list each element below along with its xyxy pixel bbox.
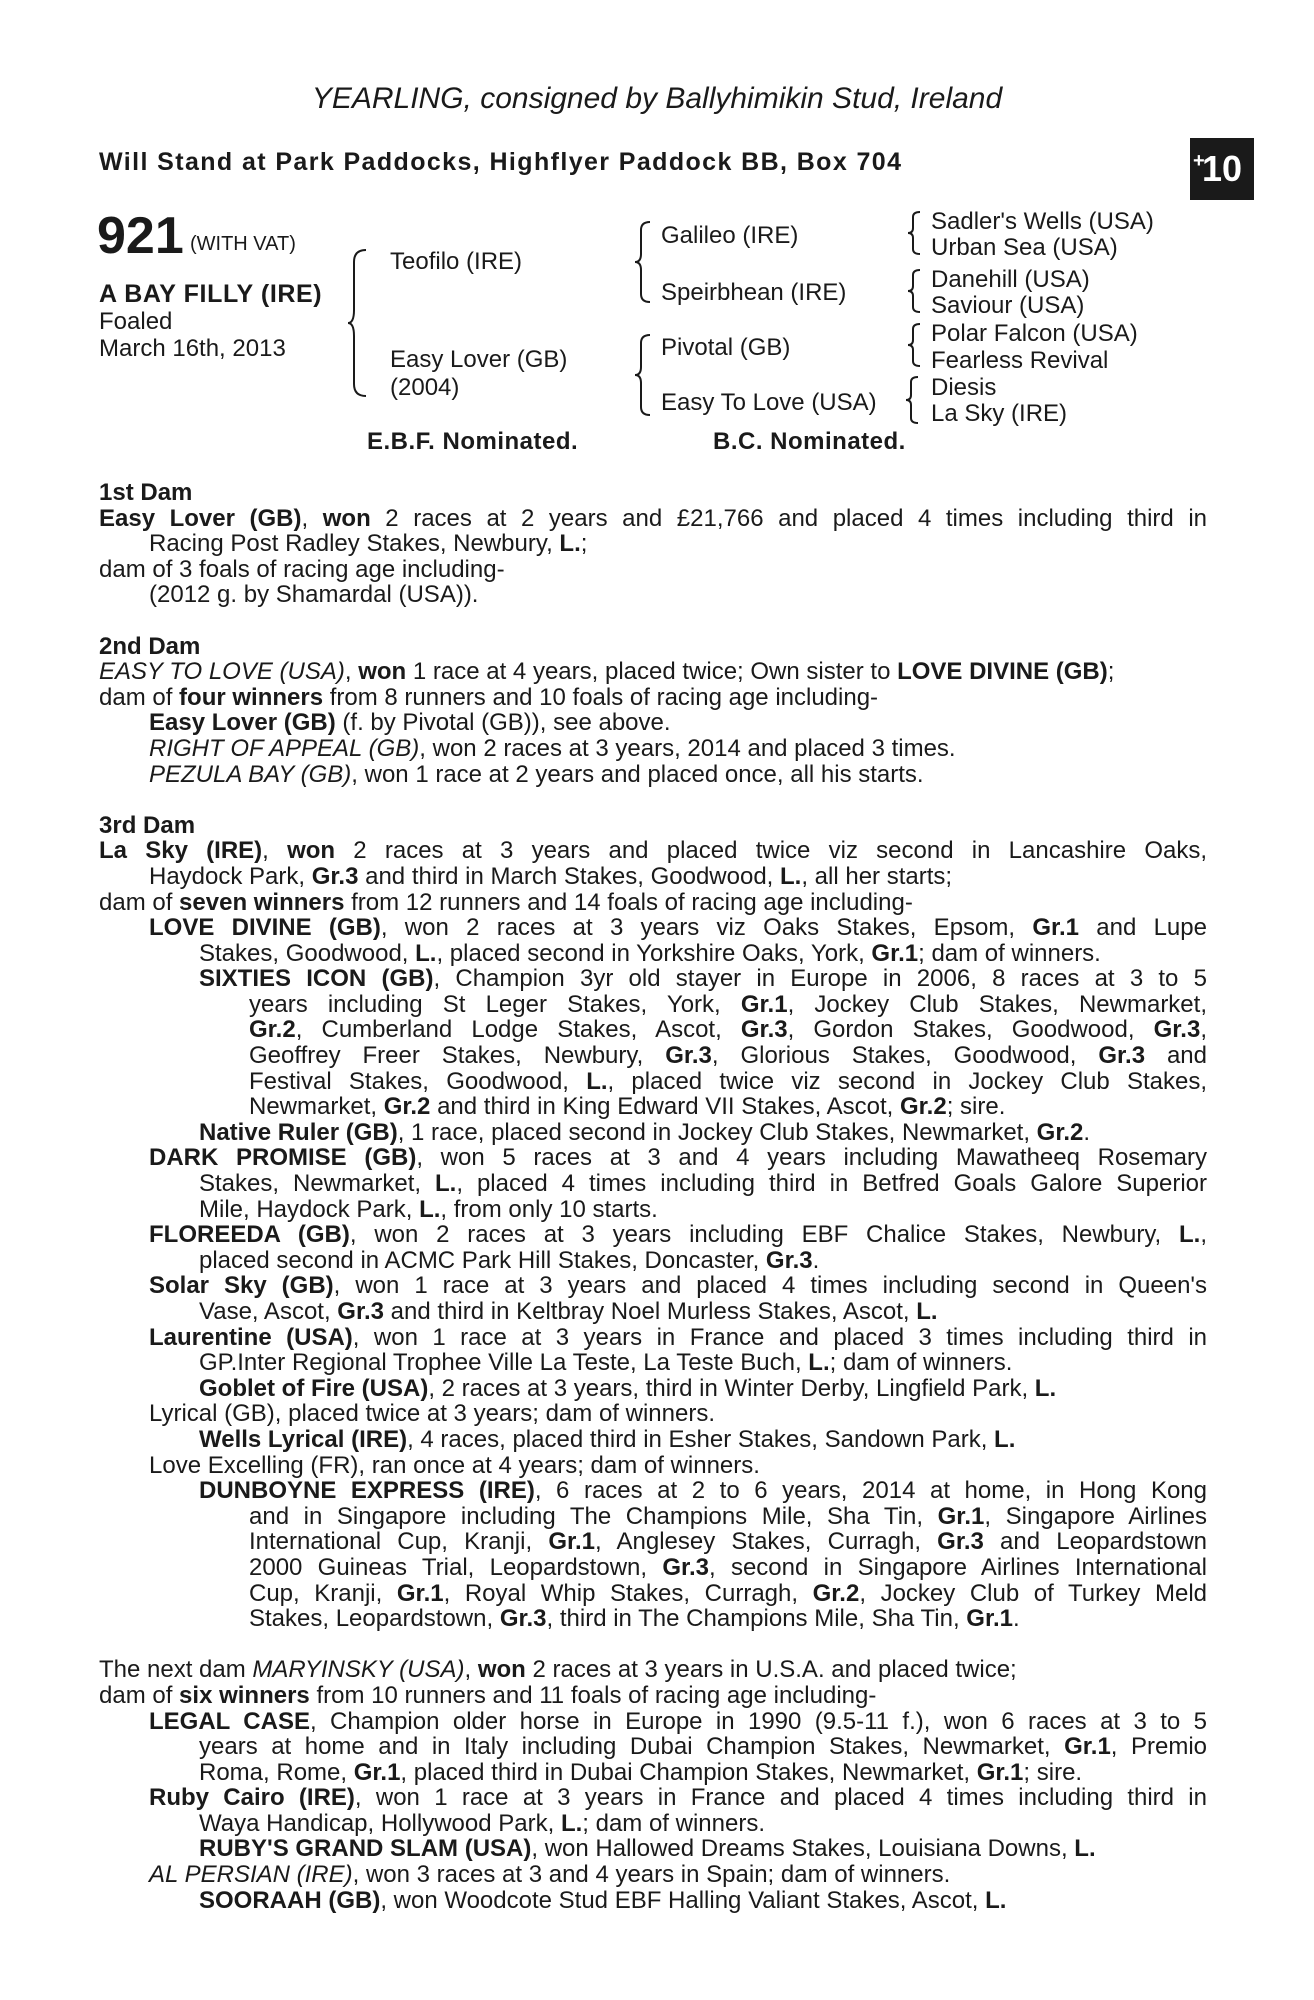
foaled-info <box>99 308 286 362</box>
progeny-line: Solar Sky (GB), won 1 race at 3 years and placed 4 times including second in Queen's <box>149 1272 1208 1300</box>
progeny-line: Geoffrey Freer Stakes, Newbury, Gr.3, Glorious Stakes, Goodwood, Gr.3 and <box>249 1042 1207 1070</box>
first-dam-line: dam of 3 foals of racing age including- <box>99 555 505 583</box>
pedigree-ggp-1: Sadler's Wells (USA) <box>931 208 1154 235</box>
pedigree-dam-year: (2004) <box>390 374 460 401</box>
progeny-line: Love Excelling (FR), ran once at 4 years; dam of winners. <box>149 1451 760 1479</box>
horse-name: A BAY FILLY (IRE) <box>99 280 323 308</box>
pedigree-dam-dam: Easy To Love (USA) <box>661 389 877 416</box>
progeny-line: Wells Lyrical (IRE), 4 races, placed third in Esher Stakes, Sandown Park, L. <box>199 1425 1016 1453</box>
pedigree-ggp-5: Polar Falcon (USA) <box>931 320 1138 347</box>
pedigree-ggp-2: Urban Sea (USA) <box>931 234 1118 261</box>
stabling-location: Will Stand at Park Paddocks, Highflyer Paddock BB, Box 704 <box>99 148 903 176</box>
third-dam-line: Haydock Park, Gr.3 and third in March Stakes, Goodwood, L., all her starts; <box>149 862 953 890</box>
pedigree-brace-main <box>348 248 370 398</box>
progeny-line: years including St Leger Stakes, York, Gr.1, Jockey Club Stakes, Newmarket, <box>249 990 1207 1018</box>
progeny-line: International Cup, Kranji, Gr.1, Anglesey Stakes, Curragh, Gr.3 and Leopardstown <box>249 1528 1207 1556</box>
progeny-line: DUNBOYNE EXPRESS (IRE), 6 races at 2 to 6 years, 2014 at home, in Hong Kong <box>199 1477 1207 1505</box>
progeny-line: placed second in ACMC Park Hill Stakes, Doncaster, Gr.3. <box>199 1246 820 1274</box>
pedigree-dam: Easy Lover (GB) <box>390 346 568 373</box>
progeny-line: AL PERSIAN (IRE), won 3 races at 3 and 4 years in Spain; dam of winners. <box>149 1861 951 1889</box>
next-dam-line: The next dam MARYINSKY (USA), won 2 races at 3 years in U.S.A. and placed twice; <box>99 1656 1017 1684</box>
ebf-nominated: E.B.F. Nominated. <box>367 428 579 455</box>
progeny-line: Goblet of Fire (USA), 2 races at 3 years, third in Winter Derby, Lingfield Park, L. <box>199 1374 1057 1402</box>
progeny-line: Gr.2, Cumberland Lodge Stakes, Ascot, Gr.3, Gordon Stakes, Goodwood, Gr.3, <box>249 1016 1207 1044</box>
pedigree-sire-dam: Speirbhean (IRE) <box>661 279 847 306</box>
pedigree-brace-dam <box>635 333 653 417</box>
progeny-line: RUBY'S GRAND SLAM (USA), won Hallowed Dreams Stakes, Louisiana Downs, L. <box>199 1835 1096 1863</box>
progeny-line: Festival Stakes, Goodwood, L., placed twice viz second in Jockey Club Stakes, <box>249 1067 1207 1095</box>
badge-plus: + <box>1193 150 1205 172</box>
progeny-line: 2000 Guineas Trial, Leopardstown, Gr.3, second in Singapore Airlines International <box>249 1553 1207 1581</box>
pedigree-brace-ggp4 <box>906 375 920 425</box>
pedigree-notes <box>99 480 1207 1913</box>
progeny-line: Newmarket, Gr.2 and third in King Edward VII Stakes, Ascot, Gr.2; sire. <box>249 1093 1006 1121</box>
foaled-label: Foaled <box>99 308 173 335</box>
progeny-line: Native Ruler (GB), 1 race, placed second in Jockey Club Stakes, Newmarket, Gr.2. <box>199 1118 1091 1146</box>
progeny-line: SIXTIES ICON (GB), Champion 3yr old stayer in Europe in 2006, 8 races at 3 to 5 <box>199 965 1207 993</box>
pedigree-sire: Teofilo (IRE) <box>390 248 523 275</box>
second-dam-line: EASY TO LOVE (USA), won 1 race at 4 years, placed twice; Own sister to LOVE DIVINE (GB); <box>99 658 1115 686</box>
third-dam-line: dam of seven winners from 12 runners and 14 foals of racing age including- <box>99 888 913 916</box>
pedigree-ggp-8: La Sky (IRE) <box>931 400 1068 427</box>
lot-number: 921 <box>97 207 184 265</box>
progeny-line: Lyrical (GB), placed twice at 3 years; dam of winners. <box>149 1400 715 1428</box>
foaled-date: March 16th, 2013 <box>99 335 286 362</box>
progeny-line: Cup, Kranji, Gr.1, Royal Whip Stakes, Curragh, Gr.2, Jockey Club of Turkey Meld <box>249 1579 1208 1607</box>
first-dam-line: Easy Lover (GB), won 2 races at 2 years and £21,766 and placed 4 times including third in <box>99 504 1207 532</box>
bc-nominated: B.C. Nominated. <box>713 428 906 455</box>
progeny-line: LEGAL CASE, Champion older horse in Europe in 1990 (9.5-11 f.), won 6 races at 3 to 5 <box>149 1707 1208 1735</box>
second-dam-line: PEZULA BAY (GB), won 1 race at 2 years and placed once, all his starts. <box>149 760 924 788</box>
progeny-line: Roma, Rome, Gr.1, placed third in Dubai Champion Stakes, Newmarket, Gr.1; sire. <box>199 1758 1083 1786</box>
pedigree-ggp-4: Saviour (USA) <box>931 292 1085 319</box>
progeny-line: Ruby Cairo (IRE), won 1 race at 3 years in France and placed 4 times including third in <box>149 1784 1207 1812</box>
first-dam-heading: 1st Dam <box>99 479 193 506</box>
third-dam-heading: 3rd Dam <box>99 811 196 839</box>
lot-vat-note: (WITH VAT) <box>190 233 296 255</box>
pedigree-ggp-6: Fearless Revival <box>931 347 1109 374</box>
progeny-line: LOVE DIVINE (GB), won 2 races at 3 years viz Oaks Stakes, Epsom, Gr.1 and Lupe <box>149 914 1207 942</box>
progeny-line: GP.Inter Regional Trophee Ville La Teste, La Teste Buch, L.; dam of winners. <box>199 1349 1013 1377</box>
pedigree-brace-ggp3 <box>908 322 922 368</box>
progeny-line: and in Singapore including The Champions Mile, Sha Tin, Gr.1, Singapore Airlines <box>249 1502 1207 1530</box>
pedigree-ggp-7: Diesis <box>931 374 997 401</box>
first-dam-line: Racing Post Radley Stakes, Newbury, L.; <box>149 530 588 558</box>
second-dam-line: RIGHT OF APPEAL (GB), won 2 races at 3 years, 2014 and placed 3 times. <box>149 734 956 762</box>
pedigree-brace-sire <box>635 220 653 304</box>
pedigree-dam-sire: Pivotal (GB) <box>661 334 791 361</box>
progeny-line: SOORAAH (GB), won Woodcote Stud EBF Halling Valiant Stakes, Ascot, L. <box>199 1886 1007 1914</box>
third-dam-line: La Sky (IRE), won 2 races at 3 years and placed twice viz second in Lancashire Oaks, <box>99 837 1207 865</box>
progeny-line: Stakes, Newmarket, L., placed 4 times including third in Betfred Goals Galore Superior <box>199 1170 1207 1198</box>
pedigree-ggp-3: Danehill (USA) <box>931 266 1090 293</box>
pedigree-brace-ggp2 <box>908 268 922 314</box>
progeny-line: Waya Handicap, Hollywood Park, L.; dam of winners. <box>199 1809 766 1837</box>
progeny-line: Laurentine (USA), won 1 race at 3 years in France and placed 3 times including third in <box>149 1323 1207 1351</box>
progeny-line: DARK PROMISE (GB), won 5 races at 3 and 4 years including Mawatheeq Rosemary <box>149 1144 1207 1172</box>
consignor-line: YEARLING, consigned by Ballyhimikin Stud, Ireland <box>311 82 1003 115</box>
next-dam-line: dam of six winners from 10 runners and 11 foals of racing age including- <box>99 1681 877 1709</box>
progeny-line: Mile, Haydock Park, L., from only 10 starts. <box>199 1195 658 1223</box>
second-dam-heading: 2nd Dam <box>99 632 201 660</box>
pedigree-brace-ggp1 <box>908 210 922 256</box>
progeny-line: Stakes, Leopardstown, Gr.3, third in The Champions Mile, Sha Tin, Gr.1. <box>249 1605 1020 1633</box>
progeny-line: years at home and in Italy including Dubai Champion Stakes, Newmarket, Gr.1, Premio <box>199 1733 1208 1761</box>
second-dam-line: dam of four winners from 8 runners and 10 foals of racing age including- <box>99 683 879 711</box>
pedigree-sire-sire: Galileo (IRE) <box>661 222 799 249</box>
badge-10-icon <box>1190 138 1254 200</box>
badge-number: 10 <box>1201 148 1243 189</box>
first-dam-line: (2012 g. by Shamardal (USA)). <box>149 581 479 609</box>
progeny-line: FLOREEDA (GB), won 2 races at 3 years including EBF Chalice Stakes, Newbury, L., <box>149 1221 1208 1249</box>
progeny-line: Stakes, Goodwood, L., placed second in Yorkshire Oaks, York, Gr.1; dam of winners. <box>199 939 1101 967</box>
progeny-line: Vase, Ascot, Gr.3 and third in Keltbray Noel Murless Stakes, Ascot, L. <box>199 1298 938 1325</box>
second-dam-line: Easy Lover (GB) (f. by Pivotal (GB)), see above. <box>149 709 671 737</box>
